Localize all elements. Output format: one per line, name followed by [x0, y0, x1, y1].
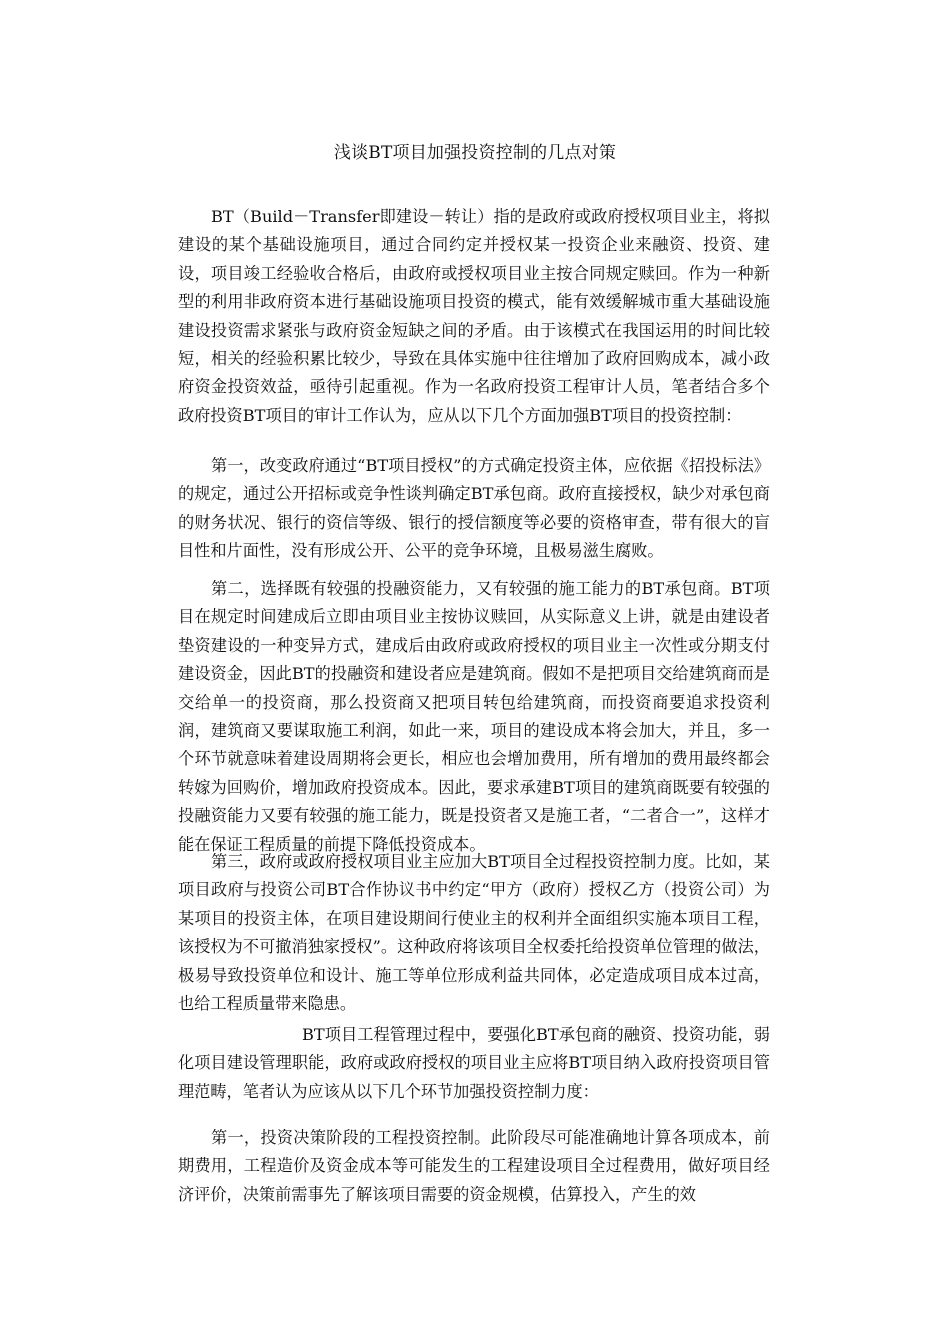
- paragraph-decision-stage: 第一，投资决策阶段的工程投资控制。此阶段尽可能准确地计算各项成本，前期费用，工程造价及资金成本等可能发生的工程建设项目全过程费用，做好项目经济评价，决策前需事先了解该项目需要的资金规模，估算投入，产生的效: [178, 1128, 770, 1204]
- paragraph-second-measure: 第二，选择既有较强的投融资能力，又有较强的施工能力的BT承包商。BT项目在规定时间建成后立即由项目业主按协议赎回，从实际意义上讲，就是由建设者垫资建设的一种变异方式，建成后由政府或政府授权的项目业主一次性或分期支付建设资金，因此BT的投融资和建设者应是建筑商。假如不是把项目交给建筑商而是交给单一的投资商，那么投资商又把项目转包给建筑商，而投资商要追求投资利润，建筑商又要谋取施工利润，如此一来，项目的建设成本将会加大，并且，多一个环节就意味着建设周期将会更长，相应也会增加费用，所有增加的费用最终都会转嫁为回购价，增加政府投资成本。因此，要求承建BT项目的建筑商既要有较强的投融资能力又要有较强的施工能力，既是投资者又是施工者，“二者合一”，这样才能在保证工程质量的前提下降低投资成本。: [178, 579, 770, 854]
- document-title: 浅谈BT项目加强投资控制的几点对策: [333, 143, 617, 163]
- paragraph-third-measure: 第三，政府或政府授权项目业主应加大BT项目全过程投资控制力度。比如，某项目政府与投资公司BT合作协议书中约定“甲方（政府）授权乙方（投资公司）为某项目的投资主体，在项目建设期间行使业主的权利并全面组织实施本项目工程，该授权为不可撤消独家授权”。这种政府将该项目全权委托给投资单位管理的做法，极易导致投资单位和设计、施工等单位形成利益共同体，必定造成项目成本过高，也给工程质量带来隐患。: [178, 852, 770, 1014]
- paragraph-first-measure: 第一，改变政府通过“BT项目授权”的方式确定投资主体，应依据《招投标法》的规定，通过公开招标或竞争性谈判确定BT承包商。政府直接授权，缺少对承包商的财务状况、银行的资信等级、银行的授信额度等必要的资格审查，带有很大的盲目性和片面性，没有形成公开、公平的竞争环境，且极易滋生腐败。: [178, 456, 770, 561]
- paragraph-intro: BT（Build－Transfer即建设－转让）指的是政府或政府授权项目业主，将拟建设的某个基础设施项目，通过合同约定并授权某一投资企业来融资、投资、建设，项目竣工经验收合格后，由政府或授权项目业主按合同规定赎回。作为一种新型的利用非政府资本进行基础设施项目投资的模式，能有效缓解城市重大基础设施建设投资需求紧张与政府资金短缺之间的矛盾。由于该模式在我国运用的时间比较短，相关的经验积累比较少，导致在具体实施中往往增加了政府回购成本，减小政府资金投资效益，亟待引起重视。作为一名政府投资工程审计人员，笔者结合多个政府投资BT项目的审计工作认为，应从以下几个方面加强BT项目的投资控制：: [178, 207, 770, 425]
- paragraph-management: BT项目工程管理过程中，要强化BT承包商的融资、投资功能，弱化项目建设管理职能，政府或政府授权的项目业主应将BT项目纳入政府投资项目管理范畴，笔者认为应该从以下几个环节加强投资控制力度：: [178, 1025, 770, 1101]
